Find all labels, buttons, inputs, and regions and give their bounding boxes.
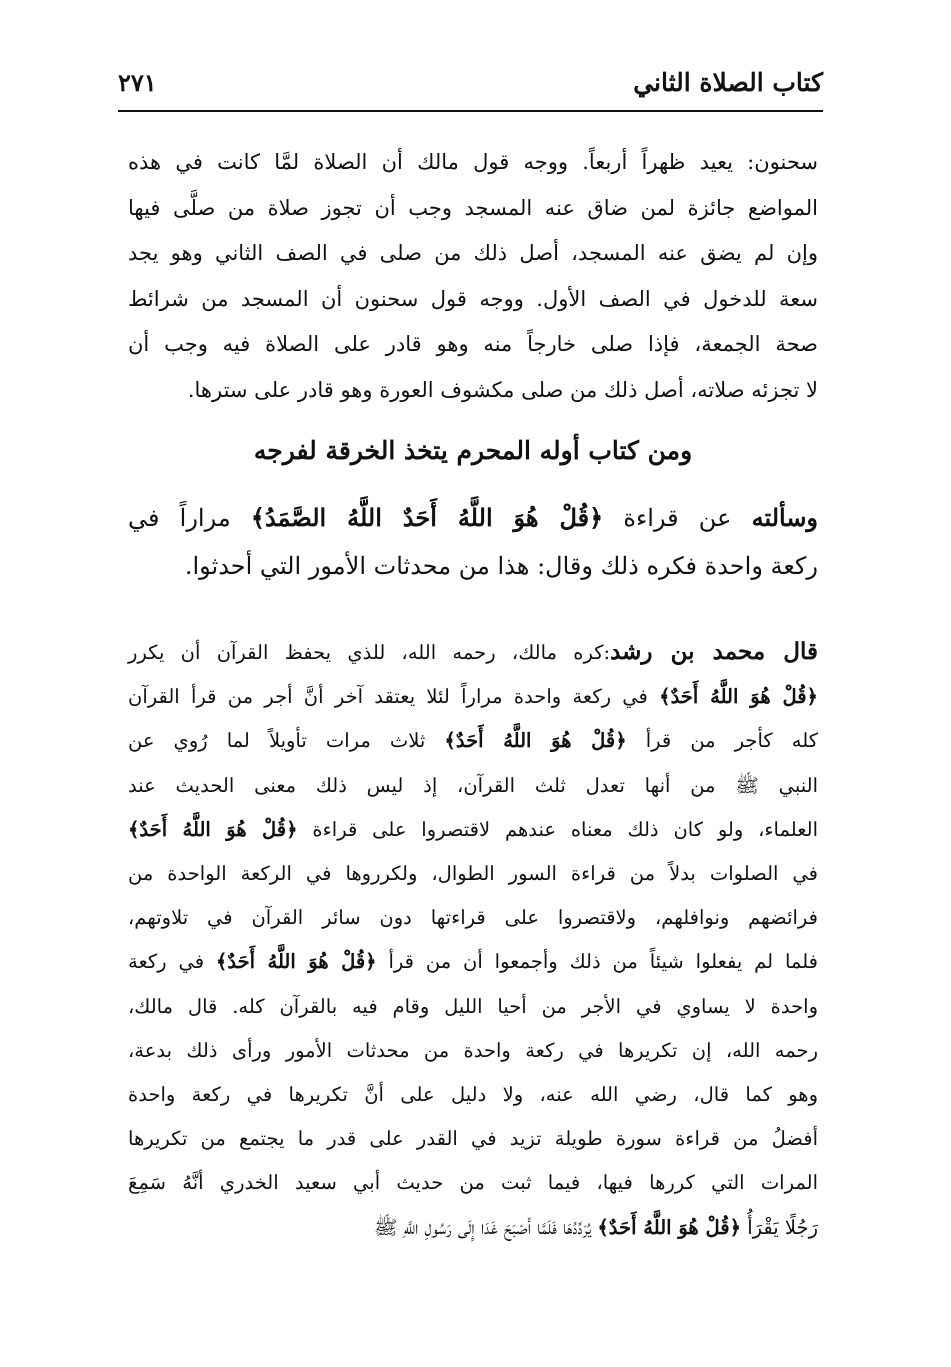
text-span: العلماء، ولو كان ذلك معناه عندهم لاقتصروا على قراءة xyxy=(297,817,818,841)
text-span: رَجُلًا يَقْرَأُ xyxy=(741,1215,818,1239)
text-span: مراراً في xyxy=(128,504,251,532)
text-line: رحمه الله، إن تكريرها في ركعة واحدة من محدثات الأمور ورأى ذلك بدعة، xyxy=(128,1038,818,1062)
quran-verse: ﴿قُلْ هُوَ اللَّهُ أَحَدٌ﴾ xyxy=(444,729,627,753)
question-paragraph xyxy=(128,494,818,590)
text-span: ثلاث مرات تأويلاً لما رُوي عن xyxy=(128,729,445,753)
text-line xyxy=(128,940,818,984)
running-title: كتاب الصلاة الثاني xyxy=(633,67,823,97)
text-line xyxy=(128,630,818,675)
text-line: ركعة واحدة فكره ذلك وقال: هذا من محدثات الأمور التي أحدثوا. xyxy=(184,552,818,580)
quran-verse: ﴿قُلْ هُوَ اللَّهُ أَحَدٌ﴾ xyxy=(659,685,818,709)
quran-verse: ﴿قُلْ هُوَ اللَّهُ أَحَدٌ﴾ xyxy=(215,950,377,974)
text-line: فرائضهم ونوافلهم، ولاقتصروا على قراءتها دون سائر القرآن في تلاوتهم، xyxy=(128,906,818,930)
text-span: في ركعة واحدة مراراً لئلا يعتقد آخر أنَّ أجر من قرأ القرآن xyxy=(128,685,660,709)
text-line: وإن لم يضق عنه المسجد، أصل ذلك من صلى في الصف الثاني وهو يجد xyxy=(128,241,818,266)
text-span: يُرَدِّدُهَا فَلَمَّا أَصْبَحَ غَدَا إِلَى رَسُولِ اللَّهِ ﷺ xyxy=(374,1215,598,1239)
text-line: أفضلُ من قراءة سورة طويلة تزيد في القدر على قدر ما يجتمع من تكريرها xyxy=(128,1127,818,1151)
paragraph-sahnun xyxy=(128,140,818,414)
text-line: سعة للدخول في الصف الأول. ووجه قول سحنون أن المسجد من شرائط xyxy=(128,286,818,311)
quran-verse: ﴿قُلْ هُوَ اللَّهُ أَحَدٌ اللَّهُ الصَّمَدُ﴾ xyxy=(250,503,604,532)
text-line: النبي ﷺ من أنها تعدل ثلث القرآن، إذ ليس ذلك معنى الحديث عند xyxy=(128,773,818,797)
text-line: صحة الجمعة، فإذا صلى خارجاً منه وهو قادر على الصلاة فيه وجب أن xyxy=(128,332,818,357)
text-span: كله كأجر من قرأ xyxy=(626,729,818,753)
text-line xyxy=(128,1206,818,1250)
text-line: في الصلوات بدلاً من قراءة السور الطوال، ولكرروها في الركعة الواحدة من xyxy=(128,862,818,886)
commentary-paragraph xyxy=(128,630,818,1250)
lead-word: وسألته xyxy=(751,503,819,532)
text-span: عن قراءة xyxy=(603,504,752,532)
author-lead: قال محمد بن رشد xyxy=(610,638,818,665)
quran-verse: ﴿قُلْ هُوَ اللَّهُ أَحَدٌ﴾ xyxy=(128,817,298,841)
text-span: فلما لم يفعلوا شيئاً من ذلك وأجمعوا أن من قرأ xyxy=(376,950,818,974)
text-span: :كره مالك، رحمه الله، للذي يحفظ القرآن أن يكرر xyxy=(128,641,611,664)
text-line: المواضع جائزة لمن ضاق عنه المسجد وجب أن تجوز صلاة من صلَّى فيها xyxy=(128,195,818,220)
text-line: وهو كما قال، رضي الله عنه، ولا دليل على أنَّ تكريرها في ركعة واحدة xyxy=(128,1083,818,1107)
text-line: واحدة لا يساوي في الأجر من أحيا الليل وقام فيه بالقرآن كله. قال مالك، xyxy=(128,994,818,1018)
text-line xyxy=(128,719,818,763)
text-line xyxy=(128,675,818,719)
text-line: لا تجزئه صلاته، أصل ذلك من صلى مكشوف العورة وهو قادر على سترها. xyxy=(187,377,818,402)
page-header xyxy=(118,58,823,106)
text-line: سحنون: يعيد ظهراً أربعاً. ووجه قول مالك أن الصلاة لمَّا كانت في هذه xyxy=(128,150,818,174)
text-line xyxy=(128,494,818,542)
quran-verse: ﴿قُلْ هُوَ اللَّهُ أَحَدٌ﴾ xyxy=(597,1215,742,1239)
text-line xyxy=(128,808,818,852)
header-rule xyxy=(118,110,823,112)
text-line: المرات التي كررها فيها، فيما ثبت من حديث أبي سعيد الخدري أنَّهُ سَمِعَ xyxy=(128,1171,818,1195)
text-span: في ركعة xyxy=(128,950,216,974)
section-heading: ومن كتاب أوله المحرم يتخذ الخرقة لفرجه xyxy=(253,436,693,465)
page-number: ٢٧١ xyxy=(118,67,157,97)
